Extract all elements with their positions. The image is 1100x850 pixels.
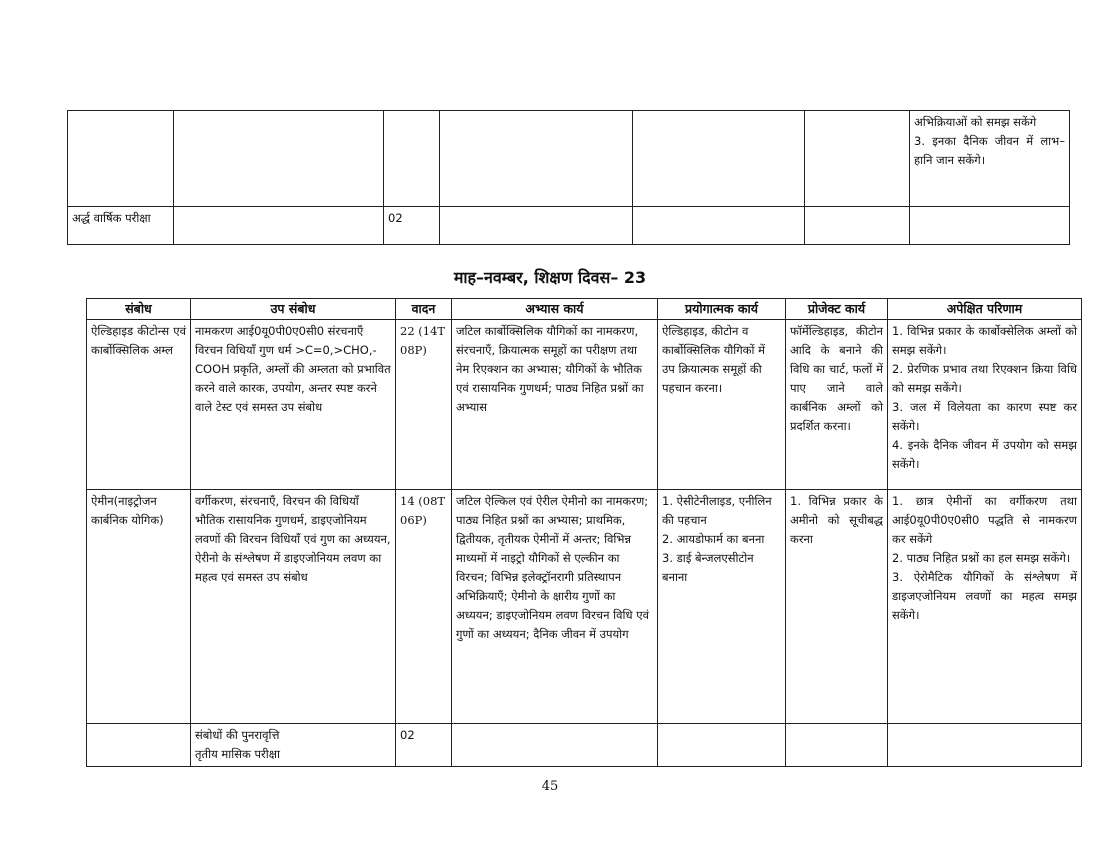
practice-cell: जटिल ऐल्किल एवं ऐरील ऐमीनो का नामकरण; पाठ्य निहित प्रश्नों का अभ्यास; प्राथमिक, द्वितीयक, तृतीयक ऐमीनों में अन्तर; विभिन्न माध्यमों में नाइट्रो यौगिकों से एल्कीन का विरचन; विभिन्न इलेक्ट्रॉनरागी प्रतिस्थापन अभिक्रियाएँ; ऐमीनो के क्षारीय गुणों का अध्ययन; डाइएजोनियम लवण विरचन विधि एवं गुणों का अध्ययन; दैनिक जीवन में उपयोग: [452, 490, 658, 724]
outcome-line: 3. ऐरोमैटिक यौगिकों के संश्लेषण में डाइजएजोनियम लवणों का महत्व समझ सकेंगे।: [892, 570, 1077, 622]
experimental-cell: [658, 490, 786, 724]
subtopic-line: तृतीय मासिक परीक्षा: [195, 747, 280, 761]
column-header: प्रोजेक्ट कार्य: [786, 299, 888, 320]
outcome-line: 1. छात्र ऐमीनों का वर्गीकरण तथा आई0यू0पी0ए0सी0 पद्धति से नामकरण कर सकेंगे: [892, 494, 1077, 546]
outcome-line: अभिक्रियाओं को समझ सकेंगे: [914, 115, 1037, 129]
table-cell: [910, 207, 1070, 245]
outcome-line: 3. इनका दैनिक जीवन में लाभ–हानि जान सकेंगे।: [914, 134, 1065, 167]
outcome-line: 3. जल में विलेयता का कारण स्पष्ट कर सकेंगे।: [892, 400, 1077, 433]
project-cell: फॉर्मेल्डिहाइड, कीटोन आदि के बनाने की विधि का चार्ट, फलों में पाए जाने वाले कार्बनिक अम्लों को प्रदर्शित करना।: [786, 320, 888, 490]
subtopic-line: संबोधों की पुनरावृत्ति: [195, 728, 280, 742]
experimental-line: 2. आयडोफार्म का बनना: [662, 532, 765, 546]
table-cell: [786, 724, 888, 767]
table-cell: [888, 724, 1082, 767]
periods-cell: 14 (08T 06P): [396, 490, 452, 724]
topic-cell: ऐल्डिहाइड कीटोन्स एवं कार्बोक्सिलिक अम्ल: [87, 320, 191, 490]
experimental-line: 1. ऐसीटेनीलाइड, एनीलिन की पहचान: [662, 494, 772, 527]
table-cell: [452, 724, 658, 767]
table-header-row: [87, 299, 1082, 320]
subtopic-cell: [191, 724, 396, 767]
column-header: उप संबोध: [191, 299, 396, 320]
section-heading: माह–नवम्बर, शिक्षण दिवस– 23: [453, 268, 647, 287]
table-cell: [805, 207, 910, 245]
outcome-line: 2. प्रेरणिक प्रभाव तथा रिएक्शन क्रिया विधि को समझ सकेंगे।: [892, 362, 1077, 395]
column-header: वादन: [396, 299, 452, 320]
project-cell: 1. विभिन्न प्रकार के अमीनो को सूचीबद्ध करना: [786, 490, 888, 724]
topic-cell: ऐमीन(नाइट्रोजन कार्बनिक योगिक): [87, 490, 191, 724]
outcome-line: 4. इनके दैनिक जीवन में उपयोग को समझ सकेंगे।: [892, 438, 1077, 471]
page-number: 45: [541, 779, 559, 794]
outcome-line: 2. पाठ्य निहित प्रश्नों का हल समझ सकेंगे।: [892, 551, 1071, 565]
outcome-cell: [910, 111, 1070, 207]
table-cell: [440, 207, 633, 245]
outcome-line: 1. विभिन्न प्रकार के कार्बोक्सेलिक अम्लों को समझ सकेंगे।: [892, 324, 1077, 357]
table-cell: [87, 724, 191, 767]
table-cell: [658, 724, 786, 767]
table-cell: [174, 111, 384, 207]
topic-cell: अर्द्ध वार्षिक परीक्षा: [68, 207, 174, 245]
table-cell: [174, 207, 384, 245]
table-row: [68, 207, 1070, 245]
experimental-line: 3. डाई बेन्जलएसीटोन बनाना: [662, 551, 754, 584]
outcome-cell: [888, 320, 1082, 490]
table-cell: [384, 111, 440, 207]
experimental-cell: ऐल्डिहाइड, कीटोन व कार्बोक्सिलिक यौगिकों में उप क्रियात्मक समूहों की पहचान करना।: [658, 320, 786, 490]
table-cell: [633, 111, 805, 207]
table-row: [87, 320, 1082, 490]
periods-cell: 02: [384, 207, 440, 245]
table-cell: [68, 111, 174, 207]
column-header: अपेक्षित परिणाम: [888, 299, 1082, 320]
table-cell: [440, 111, 633, 207]
periods-cell: 02: [396, 724, 452, 767]
table-row: [87, 490, 1082, 724]
curriculum-table: [86, 298, 1082, 767]
outcome-cell: [888, 490, 1082, 724]
periods-cell: 22 (14T 08P): [396, 320, 452, 490]
continuation-table: [67, 110, 1070, 245]
table-cell: [633, 207, 805, 245]
subtopic-cell: नामकरण आई0यू0पी0ए0सी0 संरचनाएँ विरचन विधियाँ गुण धर्म >C=0,>CHO,-COOH प्रकृति, अम्लों की अम्लता को प्रभावित करने वाले कारक, उपयोग, अन्तर स्पष्ट करने वाले टेस्ट एवं समस्त उप संबोध: [191, 320, 396, 490]
practice-cell: जटिल कार्बोक्सिलिक यौगिकों का नामकरण, संरचनाएँ, क्रियात्मक समूहों का परीक्षण तथा नेम रिएक्शन का अभ्यास; यौगिकों के भौतिक एवं रासायनिक गुणधर्म; पाठ्य निहित प्रश्नों का अभ्यास: [452, 320, 658, 490]
subtopic-cell: वर्गीकरण, संरचनाएँ, विरचन की विधियाँ भौतिक रासायनिक गुणधर्म, डाइएजोनियम लवणों की विरचन विधियाँ एवं गुण का अध्ययन, ऐरीनो के संश्लेषण में डाइएजोनियम लवण का महत्व एवं समस्त उप संबोध: [191, 490, 396, 724]
table-row: [68, 111, 1070, 207]
column-header: प्रयोगात्मक कार्य: [658, 299, 786, 320]
table-row: [87, 724, 1082, 767]
table-cell: [805, 111, 910, 207]
column-header: संबोध: [87, 299, 191, 320]
column-header: अभ्यास कार्य: [452, 299, 658, 320]
